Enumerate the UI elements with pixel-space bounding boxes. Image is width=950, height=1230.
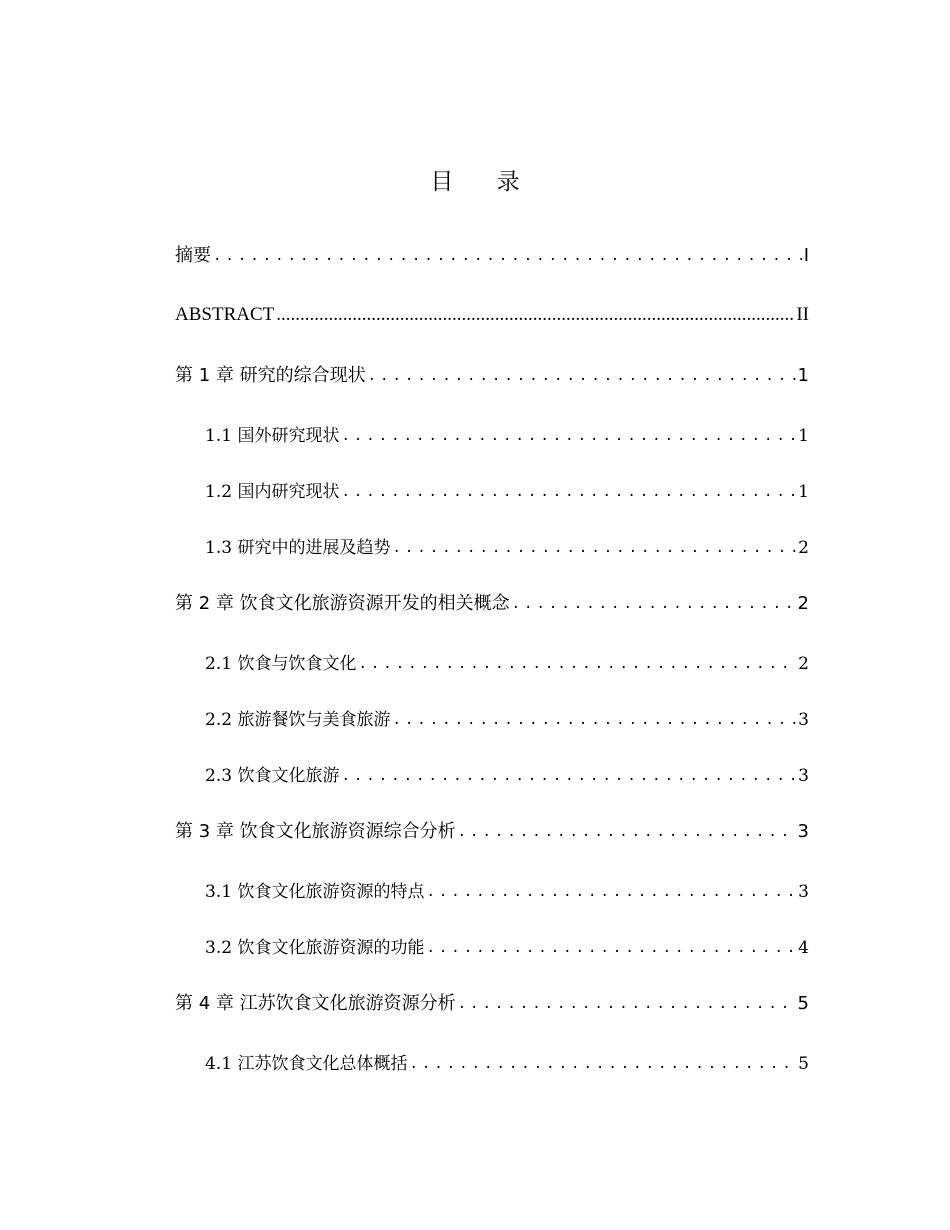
toc-entry-section-2-1[interactable] — [205, 646, 809, 676]
dot-leader — [339, 764, 796, 788]
toc-entry-text: 第 4 章 江苏饮食文化旅游资源分析 — [175, 993, 456, 1014]
toc-entry-page: 2 — [798, 654, 809, 674]
toc-entry-page: 5 — [797, 993, 809, 1014]
toc-entry-chapter-4[interactable] — [175, 986, 809, 1016]
toc-title: 目 录 — [430, 169, 538, 195]
toc-entry-section-2-2[interactable] — [205, 702, 809, 732]
toc-entry-section-1-2[interactable] — [205, 474, 809, 504]
dot-leader — [390, 536, 796, 560]
toc-entry-section-2-3[interactable] — [205, 758, 809, 788]
toc-entry-page: I — [803, 245, 809, 266]
toc-entry-text: 2.2 旅游餐饮与美食旅游 — [205, 710, 391, 730]
toc-entry-text: 1.1 国外研究现状 — [205, 426, 340, 446]
toc-entry-section-3-1[interactable] — [205, 874, 809, 904]
dot-leader — [366, 364, 796, 388]
dot-leader — [510, 592, 796, 616]
toc-entry-chapter-2[interactable] — [175, 586, 809, 616]
toc-entry-page: 2 — [798, 538, 809, 558]
toc-entry-text: 4.1 江苏饮食文化总体概括 — [205, 1054, 408, 1074]
toc-entry-section-4-1[interactable] — [205, 1046, 809, 1076]
dot-leader — [339, 424, 796, 448]
toc-entry-section-3-2[interactable] — [205, 930, 809, 960]
toc-entry-text: 3.2 饮食文化旅游资源的功能 — [205, 938, 425, 958]
dot-leader — [424, 880, 796, 904]
dot-leader — [456, 820, 796, 844]
toc-entry-text: 1.2 国内研究现状 — [205, 482, 340, 502]
toc-entry-page: II — [796, 304, 809, 325]
dot-leader — [456, 992, 796, 1016]
dot-leader — [274, 303, 794, 327]
toc-entry-page: 1 — [798, 482, 809, 502]
toc-entry-text: 第 2 章 饮食文化旅游资源开发的相关概念 — [175, 593, 510, 614]
toc-entry-page: 5 — [798, 1054, 809, 1074]
toc-entry-page: 3 — [797, 821, 809, 842]
toc-entry-text: 2.3 饮食文化旅游 — [205, 766, 340, 786]
toc-entry-chapter-1[interactable] — [175, 358, 809, 388]
dot-leader — [407, 1052, 796, 1076]
toc-entry-text: 2.1 饮食与饮食文化 — [205, 654, 357, 674]
dot-leader — [339, 480, 796, 504]
dot-leader — [390, 708, 796, 732]
toc-entry-text: 第 1 章 研究的综合现状 — [175, 365, 366, 386]
toc-entry-text: 1.3 研究中的进展及趋势 — [205, 538, 391, 558]
dot-leader — [356, 652, 796, 676]
dot-leader — [424, 936, 796, 960]
toc-entry-page: 2 — [797, 593, 809, 614]
toc-entry-page: 4 — [798, 938, 809, 958]
toc-entry-section-1-1[interactable] — [205, 418, 809, 448]
dot-leader — [211, 244, 802, 268]
toc-entry-page: 1 — [797, 365, 809, 386]
toc-entry-page: 3 — [798, 710, 809, 730]
toc-entry-section-1-3[interactable] — [205, 530, 809, 560]
toc-entry-page: 1 — [798, 426, 809, 446]
toc-entry-page: 3 — [798, 882, 809, 902]
toc-entry-chapter-3[interactable] — [175, 814, 809, 844]
toc-entry-text: ABSTRACT — [175, 304, 275, 325]
toc-entry-text: 摘要 — [175, 245, 211, 266]
toc-entry-abstract-cn[interactable] — [175, 238, 809, 268]
toc-entry-page: 3 — [798, 766, 809, 786]
toc-entry-text: 3.1 饮食文化旅游资源的特点 — [205, 882, 425, 902]
toc-entry-text: 第 3 章 饮食文化旅游资源综合分析 — [175, 821, 456, 842]
toc-entry-abstract-en[interactable] — [175, 297, 809, 327]
